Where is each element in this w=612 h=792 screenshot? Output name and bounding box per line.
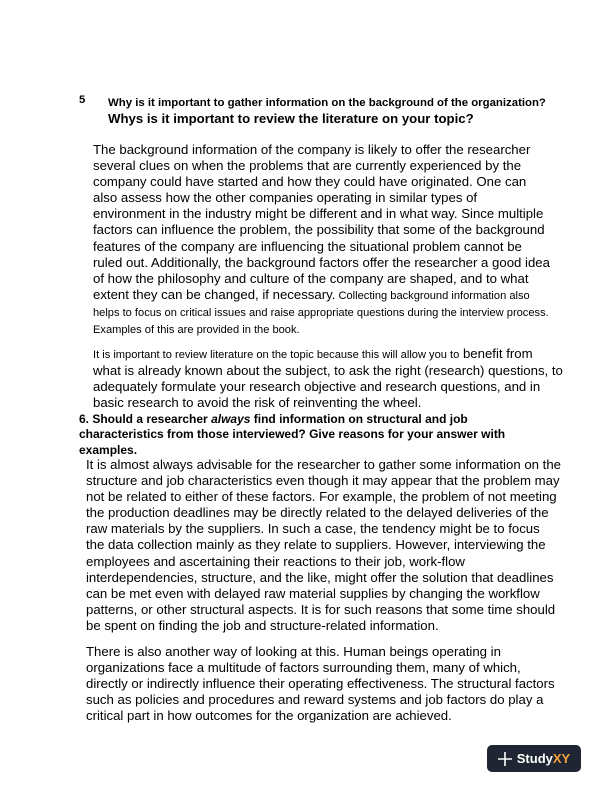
question-5	[108, 94, 548, 126]
answer-5-paragraph-1-small: Collecting background information also helps to focus on critical issues and raise appropriate questions during the interview process. Examples of this are provided in the book.	[93, 289, 549, 337]
question-5-part1: Why is it important to gather information on the background of the organization?	[108, 97, 546, 109]
brand-accent: XY	[552, 751, 571, 766]
studyxy-badge[interactable]	[487, 745, 581, 772]
question-6	[79, 412, 553, 458]
answer-5-paragraph-2	[93, 346, 563, 411]
brand-name: Study	[516, 751, 553, 766]
answer-5-paragraph-2-small: It is important to review literature on the topic because this will allow you to	[93, 349, 460, 361]
question-5-number: 5	[79, 94, 86, 106]
question-6-emphasis: always	[211, 412, 251, 426]
answer-6-paragraph-2	[86, 644, 561, 724]
plus-icon	[498, 752, 512, 766]
answer-6-paragraph-1	[86, 457, 561, 634]
question-5-part2: Whys is it important to review the literature on your topic?	[108, 111, 474, 126]
answer-5-paragraph-2-main: benefit from what is already known about the subject, to ask the right (research) questions, to adequately formulate your research objective and research questions, and in basic research to avoid the risk of reinventing the wheel.	[93, 346, 563, 411]
answer-6-paragraph-1-text: It is almost always advisable for the researcher to gather some information on the structure and job characteristics even though it may appear that the problem may not be related to either of these factors. For example, the problem of not meeting the production deadlines may be directly related to the delayed deliveries of the raw materials by the suppliers. In such a case, the tendency might be to focus the data collection mainly as they relate to suppliers. However, interviewing the employees and ascertaining their reactions to their job, work-flow interdependencies, structure, and the like, might offer the solution that deadlines can be met even with delayed raw material supplies by changing the workflow patterns, or other structural aspects. It is for such reasons that some time should be spent on finding the job and structure-related information.	[86, 457, 561, 633]
question-6-pre: 6. Should a researcher	[79, 412, 212, 426]
question-6-post: find information on structural and job characteristics from those interviewed? Give reasons for your answer with examples.	[79, 412, 506, 457]
answer-6-paragraph-2-text: There is also another way of looking at this. Human beings operating in organizations face a multitude of factors surrounding them, many of which, directly or indirectly influence their operating effectiveness. The structural factors such as policies and procedures and reward systems and job factors do play a critical part in how outcomes for the organization are achieved.	[86, 644, 555, 724]
answer-5-paragraph-1	[93, 142, 553, 338]
answer-5-paragraph-1-main: The background information of the company is likely to offer the researcher several clues on when the problems that are currently experienced by the company could have started and how they could have originated. One can also assess how the other companies operating in similar types of environment in the industry might be different and in what way. Since multiple factors can influence the problem, the possibility that some of the background features of the company are influencing the situational problem cannot be ruled out. Additionally, the background factors offer the researcher a good idea of how the philosophy and culture of the company are shaped, and to what extent they can be changed, if necessary.	[93, 142, 550, 302]
